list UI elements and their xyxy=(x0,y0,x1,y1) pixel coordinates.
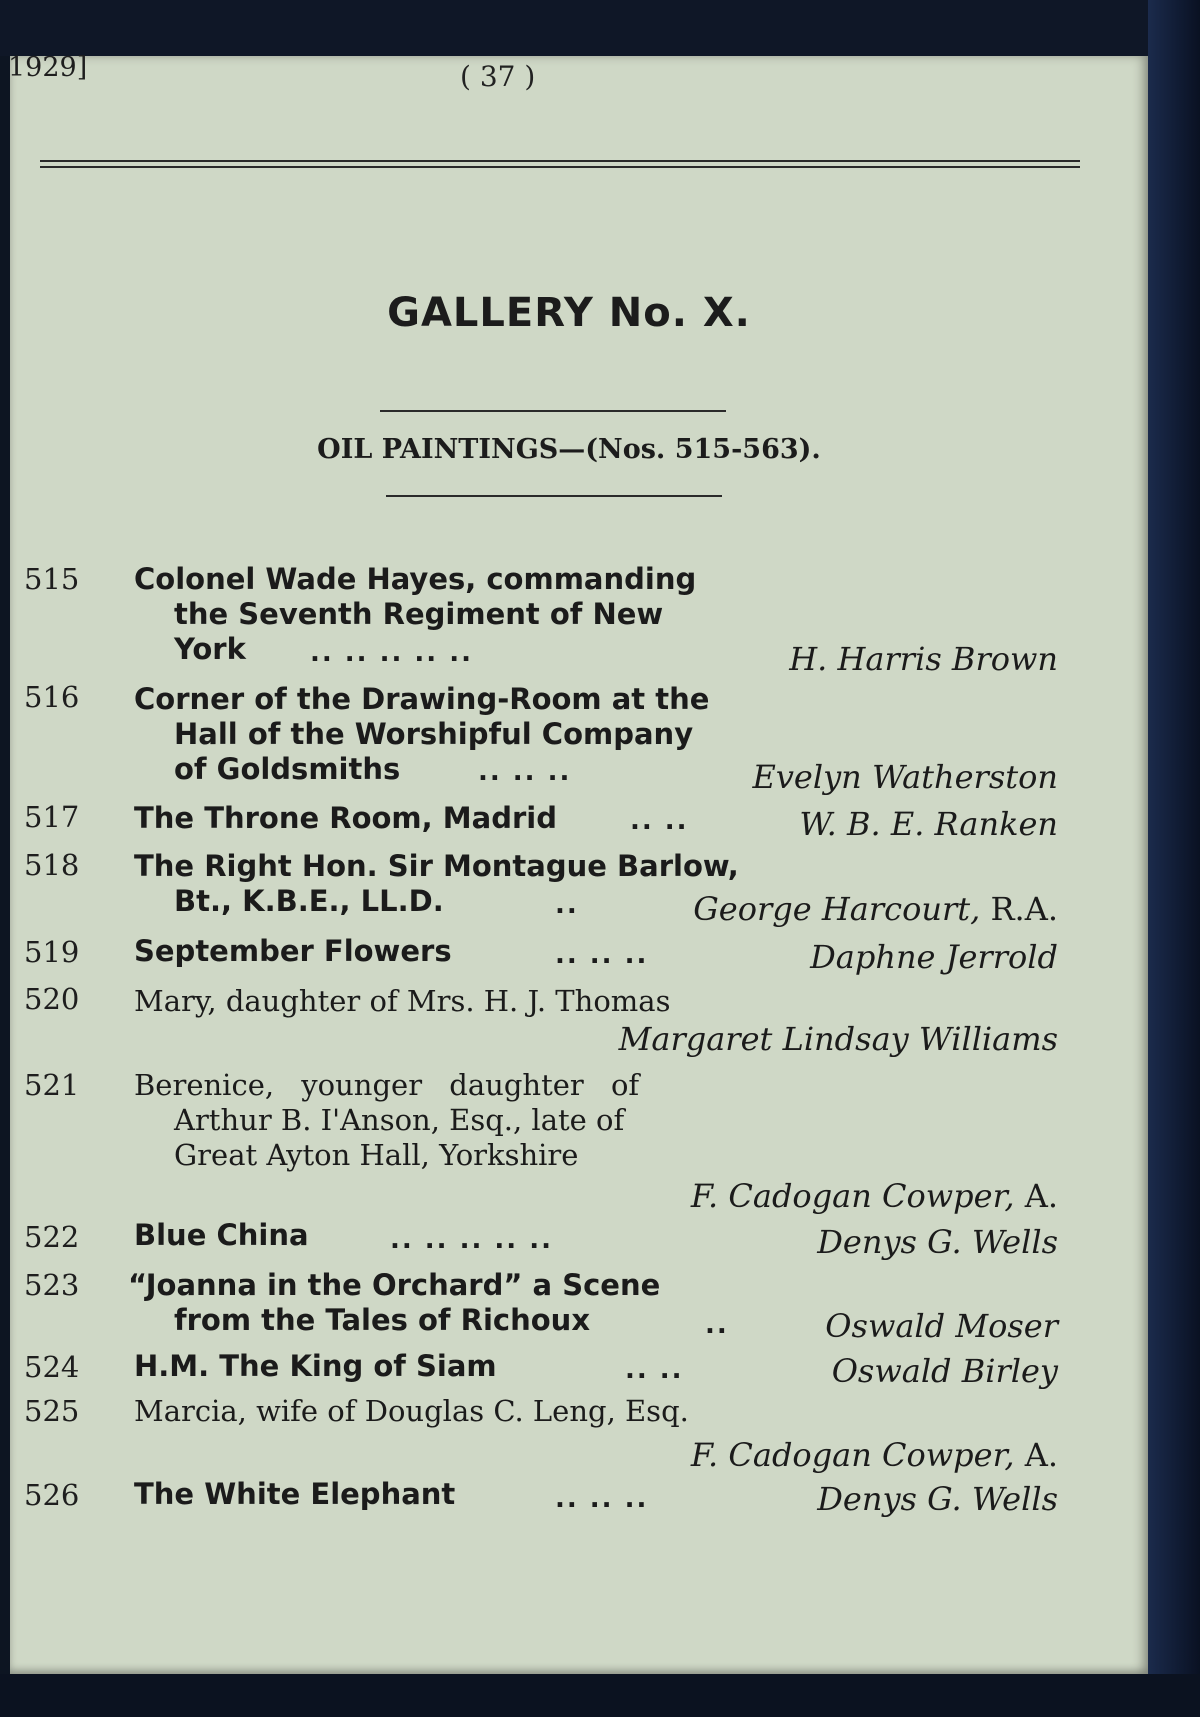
book-binding xyxy=(1148,0,1200,1717)
header-rule-top xyxy=(40,160,1080,162)
entry-artist xyxy=(691,1436,1058,1474)
leader-dots: .. .. .. xyxy=(555,1484,649,1514)
title-divider xyxy=(380,410,726,412)
subtitle-divider xyxy=(386,495,722,497)
entry-number: 526 xyxy=(24,1478,80,1512)
entry-artist xyxy=(832,1352,1058,1390)
section-subtitle: OIL PAINTINGS—(Nos. 515-563). xyxy=(317,434,821,465)
leader-dots: .. .. .. xyxy=(555,940,649,970)
entry-title-line: the Seventh Regiment of New xyxy=(174,597,664,631)
entry-title-line: “Joanna in the Orchard” a Scene xyxy=(128,1268,661,1302)
book-cover-top xyxy=(0,0,1200,56)
leader-dots: .. .. .. .. .. xyxy=(390,1225,553,1255)
entry-title-line: The White Elephant xyxy=(134,1477,456,1511)
artist-name: F. Cadogan Cowper, xyxy=(690,1436,1015,1474)
entry-title-line: Colonel Wade Hayes, commanding xyxy=(134,562,697,596)
entry-title-line: Berenice, younger daughter of xyxy=(134,1068,640,1102)
entry-title-line: Great Ayton Hall, Yorkshire xyxy=(174,1138,579,1172)
entry-number: 524 xyxy=(24,1350,80,1384)
artist-name: H. Harris Brown xyxy=(789,640,1058,678)
entry-title-line: from the Tales of Richoux xyxy=(174,1303,591,1337)
entry-artist xyxy=(752,758,1058,796)
entry-title-line: Corner of the Drawing-Room at the xyxy=(134,682,710,716)
entry-title-line: The Throne Room, Madrid xyxy=(134,801,557,835)
entry-artist xyxy=(691,1177,1058,1215)
artist-name: Margaret Lindsay Williams xyxy=(618,1020,1058,1058)
entry-artist xyxy=(810,938,1058,976)
entry-number: 525 xyxy=(24,1394,80,1428)
leader-dots: .. xyxy=(555,890,579,920)
entry-number: 519 xyxy=(24,935,80,969)
entry-number: 516 xyxy=(24,680,80,714)
entry-title-line: of Goldsmiths xyxy=(174,752,401,786)
entry-title-line: Arthur B. I'Anson, Esq., late of xyxy=(174,1103,625,1137)
artist-suffix: A. xyxy=(1024,1177,1058,1215)
artist-name: Daphne Jerrold xyxy=(810,938,1058,976)
leader-dots: .. .. .. .. .. xyxy=(310,638,473,668)
artist-name: George Harcourt, xyxy=(693,890,981,928)
artist-name: Evelyn Watherston xyxy=(752,758,1058,796)
artist-name: Denys G. Wells xyxy=(817,1480,1058,1518)
book-cover-bottom xyxy=(0,1674,1200,1717)
entry-number: 523 xyxy=(24,1268,80,1302)
entry-number: 517 xyxy=(24,800,80,834)
entry-number: 515 xyxy=(24,562,80,596)
artist-name: F. Cadogan Cowper, xyxy=(690,1177,1015,1215)
entry-title-line: York xyxy=(174,632,246,666)
entry-number: 520 xyxy=(24,982,80,1016)
artist-suffix: R.A. xyxy=(990,890,1058,928)
entry-artist xyxy=(789,640,1058,678)
leader-dots: .. .. xyxy=(630,806,689,836)
entry-number: 521 xyxy=(24,1068,80,1102)
entry-artist xyxy=(825,1307,1058,1345)
leader-dots: .. .. xyxy=(625,1355,684,1385)
page-number: ( 37 ) xyxy=(460,60,536,93)
entry-artist xyxy=(799,805,1058,843)
artist-name: W. B. E. Ranken xyxy=(799,805,1058,843)
artist-suffix: A. xyxy=(1024,1436,1058,1474)
entry-title-line: H.M. The King of Siam xyxy=(134,1349,497,1383)
entry-artist xyxy=(619,1020,1058,1058)
leader-dots: .. .. .. xyxy=(478,757,572,787)
entry-title-line: Mary, daughter of Mrs. H. J. Thomas xyxy=(134,984,671,1018)
entry-title-line: Blue China xyxy=(134,1218,309,1252)
page-year: 1929] xyxy=(8,52,88,83)
entry-title-line: Hall of the Worshipful Company xyxy=(174,717,694,751)
entry-artist xyxy=(693,890,1058,928)
entry-number: 522 xyxy=(24,1220,80,1254)
artist-name: Oswald Birley xyxy=(831,1352,1058,1390)
entry-artist xyxy=(817,1480,1058,1518)
header-rule-bottom xyxy=(40,166,1080,168)
entry-title-line: September Flowers xyxy=(134,934,452,968)
page-title: GALLERY No. X. xyxy=(387,290,751,336)
entry-artist xyxy=(817,1223,1058,1261)
entry-title-line: The Right Hon. Sir Montague Barlow, xyxy=(134,849,739,883)
entry-title-line: Marcia, wife of Douglas C. Leng, Esq. xyxy=(134,1394,689,1428)
artist-name: Oswald Moser xyxy=(825,1307,1058,1345)
artist-name: Denys G. Wells xyxy=(817,1223,1058,1261)
entry-number: 518 xyxy=(24,848,80,882)
entry-title-line: Bt., K.B.E., LL.D. xyxy=(174,884,444,918)
leader-dots: .. xyxy=(705,1310,729,1340)
